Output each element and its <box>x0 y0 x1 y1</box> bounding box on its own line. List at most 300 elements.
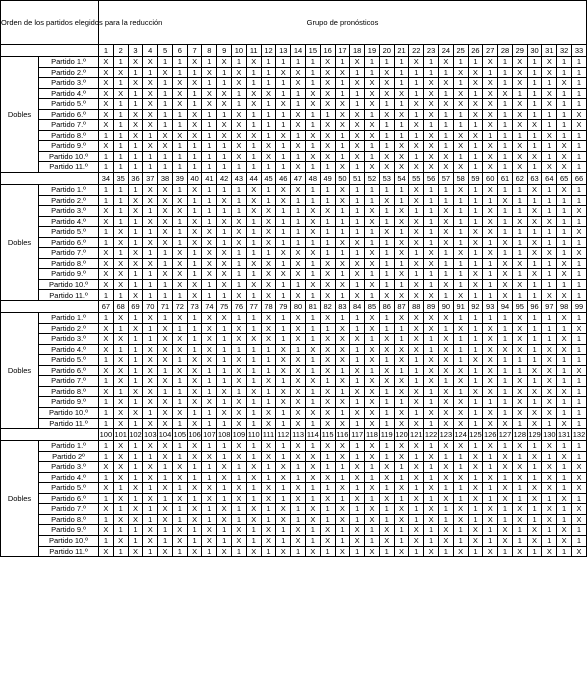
forecast-cell: X <box>557 290 572 301</box>
forecast-cell: X <box>276 397 291 408</box>
forecast-cell: X <box>232 525 247 536</box>
forecast-cell: X <box>305 504 320 515</box>
forecast-cell: X <box>557 151 572 162</box>
forecast-cell: 1 <box>99 514 114 525</box>
group-number: 5 <box>158 45 173 57</box>
forecast-cell: 1 <box>557 397 572 408</box>
forecast-cell: X <box>320 57 335 68</box>
grupo-header: Grupo de pronósticos <box>99 1 587 45</box>
forecast-cell: X <box>512 162 527 173</box>
forecast-cell: 1 <box>572 141 587 152</box>
forecast-cell: X <box>453 290 468 301</box>
forecast-cell: 1 <box>409 504 424 515</box>
forecast-cell: 1 <box>246 418 261 429</box>
forecast-cell: X <box>424 451 439 462</box>
forecast-cell: 1 <box>424 334 439 345</box>
forecast-cell: 1 <box>512 227 527 238</box>
forecast-cell: X <box>379 227 394 238</box>
forecast-cell: 1 <box>128 269 143 280</box>
forecast-cell: 1 <box>557 120 572 131</box>
forecast-cell: X <box>453 185 468 196</box>
forecast-cell: X <box>143 397 158 408</box>
forecast-cell: 1 <box>232 195 247 206</box>
forecast-cell: X <box>512 216 527 227</box>
forecast-cell: X <box>527 237 542 248</box>
forecast-cell: X <box>113 269 128 280</box>
table-row <box>1 227 587 238</box>
forecast-cell: X <box>320 344 335 355</box>
forecast-cell: 1 <box>498 546 513 557</box>
forecast-cell: 1 <box>424 195 439 206</box>
forecast-cell: 1 <box>128 365 143 376</box>
forecast-cell: 1 <box>512 290 527 301</box>
forecast-cell: 1 <box>335 248 350 259</box>
forecast-cell: 1 <box>113 504 128 515</box>
forecast-cell: 1 <box>468 162 483 173</box>
forecast-cell: X <box>409 525 424 536</box>
group-number: 78 <box>261 301 276 313</box>
forecast-cell: X <box>202 525 217 536</box>
forecast-cell: 1 <box>261 195 276 206</box>
forecast-cell: 1 <box>542 78 557 89</box>
group-number: 27 <box>483 45 498 57</box>
forecast-cell: X <box>217 88 232 99</box>
forecast-cell: X <box>246 185 261 196</box>
group-number: 123 <box>439 429 453 439</box>
group-number: 109 <box>232 429 246 439</box>
forecast-cell: X <box>187 227 202 238</box>
forecast-cell: 1 <box>99 355 114 366</box>
forecast-cell: 1 <box>158 279 173 290</box>
forecast-cell: 1 <box>572 441 587 452</box>
forecast-cell: X <box>542 441 557 452</box>
forecast-cell: X <box>365 376 380 387</box>
forecast-cell: X <box>291 355 306 366</box>
forecast-cell: X <box>217 120 232 131</box>
group-number: 121 <box>410 429 423 439</box>
forecast-cell: 1 <box>512 206 527 217</box>
forecast-cell: X <box>143 237 158 248</box>
forecast-cell: X <box>172 88 187 99</box>
forecast-cell: X <box>320 334 335 345</box>
forecast-cell: X <box>113 397 128 408</box>
table-row <box>1 67 587 78</box>
forecast-cell: 1 <box>453 355 468 366</box>
forecast-cell: X <box>379 365 394 376</box>
forecast-cell: 1 <box>113 130 128 141</box>
group-number: 77 <box>246 301 261 313</box>
forecast-cell: X <box>113 535 128 546</box>
forecast-cell: 1 <box>424 237 439 248</box>
forecast-cell: X <box>468 78 483 89</box>
forecast-cell: 1 <box>453 195 468 206</box>
forecast-cell: 1 <box>187 141 202 152</box>
forecast-cell: 1 <box>350 313 365 324</box>
forecast-cell: 1 <box>424 525 439 536</box>
forecast-cell: X <box>453 418 468 429</box>
forecast-cell: 1 <box>261 397 276 408</box>
forecast-cell: X <box>527 525 542 536</box>
forecast-cell: X <box>187 109 202 120</box>
group-number: 14 <box>291 45 306 57</box>
forecast-cell: 1 <box>557 227 572 238</box>
forecast-cell: 1 <box>291 514 306 525</box>
group-number: 1 <box>99 45 114 57</box>
forecast-cell: 1 <box>320 483 335 494</box>
forecast-cell: 1 <box>291 88 306 99</box>
forecast-cell: X <box>320 525 335 536</box>
forecast-cell: 1 <box>143 514 158 525</box>
forecast-cell: X <box>424 162 439 173</box>
forecast-cell: X <box>158 130 173 141</box>
forecast-cell: 1 <box>453 535 468 546</box>
forecast-cell: 1 <box>468 334 483 345</box>
forecast-cell: X <box>438 78 453 89</box>
forecast-cell: 1 <box>202 195 217 206</box>
forecast-cell: X <box>483 323 498 334</box>
forecast-cell: X <box>158 67 173 78</box>
forecast-cell: 1 <box>542 269 557 280</box>
forecast-cell: X <box>512 386 527 397</box>
forecast-cell: 1 <box>468 141 483 152</box>
forecast-cell: X <box>99 216 114 227</box>
group-number: 43 <box>232 173 247 185</box>
forecast-cell: 1 <box>246 397 261 408</box>
forecast-cell: 1 <box>409 483 424 494</box>
forecast-cell: 1 <box>350 206 365 217</box>
forecast-cell: 1 <box>572 493 587 504</box>
forecast-cell: X <box>158 269 173 280</box>
table-row <box>1 290 587 301</box>
forecast-cell: 1 <box>232 514 247 525</box>
group-number: 53 <box>379 173 394 185</box>
forecast-cell: X <box>424 483 439 494</box>
forecast-cell: X <box>409 397 424 408</box>
forecast-cell: X <box>143 109 158 120</box>
forecast-cell: X <box>527 151 542 162</box>
forecast-cell: X <box>379 109 394 120</box>
forecast-cell: 1 <box>438 185 453 196</box>
forecast-cell: X <box>113 376 128 387</box>
forecast-cell: 1 <box>527 441 542 452</box>
forecast-cell: 1 <box>424 418 439 429</box>
forecast-cell: 1 <box>128 67 143 78</box>
forecast-cell: X <box>202 67 217 78</box>
forecast-cell: X <box>232 78 247 89</box>
forecast-cell: 1 <box>305 120 320 131</box>
forecast-cell: 1 <box>468 120 483 131</box>
forecast-cell: 1 <box>365 185 380 196</box>
table-row <box>1 323 587 334</box>
forecast-cell: X <box>291 441 306 452</box>
group-number: 107 <box>203 429 216 439</box>
forecast-cell: 1 <box>158 57 173 68</box>
forecast-cell: X <box>291 141 306 152</box>
forecast-cell: X <box>468 462 483 473</box>
forecast-cell: X <box>365 88 380 99</box>
forecast-cell: X <box>217 472 232 483</box>
forecast-cell: 1 <box>202 441 217 452</box>
forecast-cell: X <box>172 248 187 259</box>
forecast-cell: X <box>291 535 306 546</box>
forecast-cell: X <box>291 109 306 120</box>
group-number: 16 <box>320 45 335 57</box>
forecast-cell: X <box>232 407 247 418</box>
forecast-cell: 1 <box>261 546 276 557</box>
forecast-cell: X <box>335 195 350 206</box>
forecast-cell: 1 <box>143 248 158 259</box>
forecast-cell: 1 <box>394 57 409 68</box>
forecast-cell: X <box>483 418 498 429</box>
forecast-cell: X <box>158 441 173 452</box>
forecast-cell: 1 <box>527 130 542 141</box>
forecast-cell: X <box>394 504 409 515</box>
forecast-cell: 1 <box>305 269 320 280</box>
group-number: 90 <box>438 301 453 313</box>
forecast-cell: X <box>113 451 128 462</box>
forecast-cell: 1 <box>246 525 261 536</box>
forecast-cell: X <box>261 258 276 269</box>
group-number: 76 <box>232 301 247 313</box>
forecast-cell: 1 <box>202 376 217 387</box>
forecast-cell: X <box>438 418 453 429</box>
forecast-cell: 1 <box>512 130 527 141</box>
forecast-cell: X <box>365 483 380 494</box>
forecast-cell: 1 <box>438 248 453 259</box>
forecast-cell: 1 <box>483 195 498 206</box>
forecast-cell: 1 <box>261 365 276 376</box>
forecast-cell: X <box>424 376 439 387</box>
forecast-cell: X <box>424 130 439 141</box>
forecast-cell: 1 <box>409 109 424 120</box>
forecast-cell: 1 <box>335 313 350 324</box>
forecast-cell: 1 <box>572 397 587 408</box>
forecast-cell: X <box>350 78 365 89</box>
group-number: 116 <box>336 429 349 439</box>
forecast-cell: 1 <box>320 462 335 473</box>
forecast-cell: X <box>512 151 527 162</box>
table-row <box>1 462 587 473</box>
group-number: 6 <box>172 45 187 57</box>
forecast-cell: X <box>424 99 439 110</box>
forecast-cell: 1 <box>128 162 143 173</box>
forecast-cell: X <box>527 365 542 376</box>
forecast-cell: X <box>483 88 498 99</box>
forecast-cell: X <box>172 78 187 89</box>
forecast-cell: X <box>99 483 114 494</box>
forecast-cell: 1 <box>187 269 202 280</box>
forecast-cell: X <box>320 67 335 78</box>
forecast-cell: X <box>187 237 202 248</box>
forecast-cell: X <box>320 141 335 152</box>
forecast-cell: 1 <box>350 418 365 429</box>
forecast-cell: X <box>202 237 217 248</box>
group-number-spacer <box>1 429 99 441</box>
forecast-cell: X <box>394 151 409 162</box>
forecast-cell: 1 <box>542 493 557 504</box>
forecast-cell: 1 <box>232 504 247 515</box>
group-number: 95 <box>512 301 527 313</box>
forecast-cell: 1 <box>438 67 453 78</box>
group-number: 4 <box>143 45 158 57</box>
forecast-cell: X <box>424 88 439 99</box>
forecast-cell: 1 <box>483 279 498 290</box>
forecast-cell: X <box>291 451 306 462</box>
forecast-cell: X <box>557 344 572 355</box>
forecast-cell: X <box>305 344 320 355</box>
forecast-cell: 1 <box>438 290 453 301</box>
forecast-cell: 1 <box>438 109 453 120</box>
forecast-cell: X <box>379 78 394 89</box>
forecast-cell: X <box>409 313 424 324</box>
forecast-cell: 1 <box>217 365 232 376</box>
forecast-cell: X <box>483 407 498 418</box>
forecast-cell: X <box>394 407 409 418</box>
forecast-cell: 1 <box>232 258 247 269</box>
forecast-cell: X <box>128 514 143 525</box>
forecast-cell: X <box>512 334 527 345</box>
forecast-cell: X <box>438 472 453 483</box>
forecast-cell: 1 <box>187 248 202 259</box>
forecast-cell: 1 <box>99 472 114 483</box>
forecast-cell: X <box>335 109 350 120</box>
forecast-cell: 1 <box>305 162 320 173</box>
forecast-cell: X <box>187 483 202 494</box>
forecast-cell: X <box>172 269 187 280</box>
forecast-cell: 1 <box>527 397 542 408</box>
forecast-cell: X <box>128 290 143 301</box>
forecast-cell: X <box>305 248 320 259</box>
forecast-cell: 1 <box>261 99 276 110</box>
forecast-cell: 1 <box>557 237 572 248</box>
forecast-cell: X <box>143 258 158 269</box>
forecast-cell: 1 <box>365 109 380 120</box>
forecast-cell: X <box>143 344 158 355</box>
forecast-cell: X <box>394 109 409 120</box>
forecast-cell: 1 <box>453 227 468 238</box>
forecast-cell: 1 <box>217 525 232 536</box>
forecast-cell: X <box>276 195 291 206</box>
forecast-cell: X <box>512 397 527 408</box>
forecast-cell: 1 <box>409 130 424 141</box>
forecast-cell: X <box>409 99 424 110</box>
forecast-cell: 1 <box>409 407 424 418</box>
forecast-cell: X <box>483 472 498 483</box>
forecast-cell: X <box>335 185 350 196</box>
forecast-cell: 1 <box>246 248 261 259</box>
forecast-cell: 1 <box>276 162 291 173</box>
forecast-cell: 1 <box>158 99 173 110</box>
forecast-cell: X <box>394 441 409 452</box>
forecast-cell: X <box>320 386 335 397</box>
table-row <box>1 88 587 99</box>
forecast-cell: X <box>202 269 217 280</box>
forecast-cell: X <box>172 407 187 418</box>
forecast-cell: 1 <box>261 504 276 515</box>
forecast-cell: 1 <box>453 279 468 290</box>
forecast-cell: X <box>379 195 394 206</box>
forecast-cell: X <box>291 248 306 259</box>
forecast-cell: 1 <box>305 141 320 152</box>
forecast-cell: 1 <box>365 195 380 206</box>
forecast-cell: X <box>365 397 380 408</box>
forecast-cell: 1 <box>143 162 158 173</box>
forecast-cell: 1 <box>409 248 424 259</box>
forecast-cell: 1 <box>202 185 217 196</box>
forecast-cell: 1 <box>498 162 513 173</box>
forecast-cell: X <box>453 441 468 452</box>
forecast-cell: X <box>276 514 291 525</box>
forecast-cell: 1 <box>128 397 143 408</box>
forecast-cell: 1 <box>276 493 291 504</box>
forecast-cell: 1 <box>379 418 394 429</box>
forecast-cell: X <box>512 78 527 89</box>
forecast-cell: X <box>557 269 572 280</box>
forecast-cell: X <box>350 386 365 397</box>
forecast-cell: X <box>438 525 453 536</box>
forecast-cell: 1 <box>335 88 350 99</box>
forecast-cell: 1 <box>246 376 261 387</box>
forecast-cell: X <box>512 504 527 515</box>
forecast-cell: X <box>542 365 557 376</box>
forecast-cell: X <box>158 195 173 206</box>
forecast-cell: 1 <box>335 493 350 504</box>
forecast-cell: X <box>276 462 291 473</box>
forecast-cell: X <box>438 441 453 452</box>
forecast-cell: X <box>143 313 158 324</box>
group-number: 63 <box>527 173 542 185</box>
forecast-cell: 1 <box>572 237 587 248</box>
forecast-cell: 1 <box>217 483 232 494</box>
forecast-cell: X <box>217 99 232 110</box>
forecast-cell: 1 <box>379 248 394 259</box>
forecast-cell: X <box>202 493 217 504</box>
forecast-cell: 1 <box>99 237 114 248</box>
forecast-cell: 1 <box>172 418 187 429</box>
table-row <box>1 397 587 408</box>
forecast-cell: X <box>527 185 542 196</box>
forecast-cell: 1 <box>394 472 409 483</box>
forecast-cell: X <box>424 313 439 324</box>
table-row <box>1 355 587 366</box>
forecast-cell: 1 <box>217 376 232 387</box>
forecast-cell: 1 <box>512 88 527 99</box>
forecast-cell: 1 <box>512 355 527 366</box>
forecast-cell: 1 <box>453 57 468 68</box>
forecast-cell: X <box>99 269 114 280</box>
forecast-cell: 1 <box>113 195 128 206</box>
forecast-cell: 1 <box>187 88 202 99</box>
forecast-cell: X <box>143 493 158 504</box>
forecast-cell: X <box>335 279 350 290</box>
forecast-cell: X <box>468 525 483 536</box>
forecast-cell: X <box>143 88 158 99</box>
forecast-cell: X <box>305 472 320 483</box>
forecast-cell: X <box>409 195 424 206</box>
forecast-cell: X <box>99 525 114 536</box>
forecast-cell: X <box>527 483 542 494</box>
forecast-cell: X <box>143 99 158 110</box>
forecast-cell: 1 <box>305 441 320 452</box>
forecast-cell: 1 <box>246 451 261 462</box>
forecast-cell: X <box>113 418 128 429</box>
forecast-cell: X <box>394 546 409 557</box>
forecast-cell: 1 <box>202 386 217 397</box>
forecast-cell: 1 <box>99 376 114 387</box>
partido-label: Partido 11.º <box>39 418 99 429</box>
forecast-cell: 1 <box>394 279 409 290</box>
forecast-cell: X <box>394 216 409 227</box>
